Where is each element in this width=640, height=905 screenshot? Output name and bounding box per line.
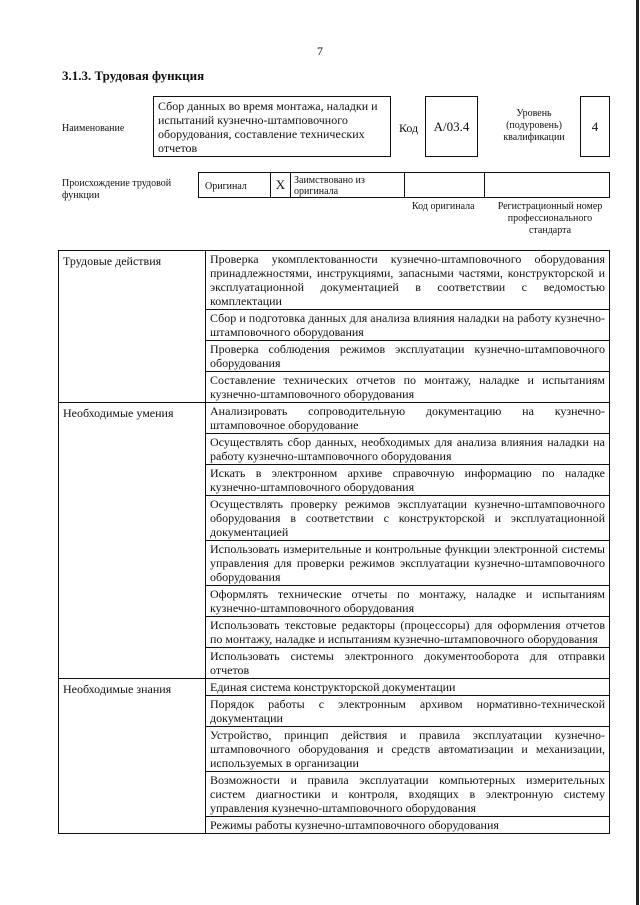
origin-row: [198, 172, 610, 198]
level-value-box: 4: [580, 96, 610, 157]
table-cell: Использовать измерительные и контрольные функции электронной системы управления для проверки режимов эксплуатации кузнечно-штамповочного оборудования: [206, 541, 610, 586]
page-edge-line: [636, 0, 639, 905]
section-title-knowledge: Необходимые знания: [59, 679, 206, 834]
reg-number-label: Регистрационный номер профессионального стандарта: [497, 201, 603, 236]
table-cell: Искать в электронном архиве справочную информацию по наладке кузнечно-штамповочного оборудования: [206, 465, 610, 496]
table-cell: Режимы работы кузнечно-штамповочного оборудования: [206, 817, 610, 834]
code-label: Код: [399, 121, 419, 135]
table-row: [59, 251, 610, 310]
table-cell: Использовать системы электронного документооборота для отправки отчетов: [206, 648, 610, 679]
table-cell: Оформлять технические отчеты по монтажу, наладке и испытаниям кузнечно-штамповочного оборудования: [206, 586, 610, 617]
table-cell: Составление технических отчетов по монтажу, наладке и испытаниям кузнечно-штамповочного оборудования: [206, 372, 610, 403]
function-table: [58, 250, 610, 834]
table-cell: Порядок работы с электронным архивом нормативно-технической документации: [206, 696, 610, 727]
table-cell: Анализировать сопроводительную документацию на кузнечно-штамповочное оборудование: [206, 403, 610, 434]
table-cell: Возможности и правила эксплуатации компьютерных измерительных систем диагностики и контроля, входящих в электронную систему управления кузнечно-штамповочного оборудования: [206, 772, 610, 817]
table-cell: Единая система конструкторской документации: [206, 679, 610, 696]
table-cell: Осуществлять сбор данных, необходимых для анализа влияния наладки на работу кузнечно-штамповочного оборудования: [206, 434, 610, 465]
name-label: Наименование: [62, 123, 125, 134]
origin-label: Происхождение трудовой функции: [62, 178, 172, 201]
page-number: 7: [317, 44, 323, 58]
table-cell: Устройство, принцип действия и правила эксплуатации кузнечно-штамповочного оборудования и средств автоматизации и механизации, используемых в организации: [206, 727, 610, 772]
table-cell: Проверка укомплектованности кузнечно-штамповочного оборудования принадлежностями, инструкциями, запасными частями, конструкторской и эксплуатационной документацией в соответствии с ведомостью комплектации: [206, 251, 610, 310]
table-cell: Проверка соблюдения режимов эксплуатации кузнечно-штамповочного оборудования: [206, 341, 610, 372]
table-cell: Сбор и подготовка данных для анализа влияния наладки на работу кузнечно-штамповочного оборудования: [206, 310, 610, 341]
origin-mark-cell: X: [271, 173, 291, 197]
origin-original-label: Оригинал: [205, 181, 247, 192]
table-row: [59, 679, 610, 696]
level-label: Уровень (подуровень) квалификации: [503, 108, 565, 143]
section-heading: 3.1.3. Трудовая функция: [62, 68, 205, 83]
table-cell: Осуществлять проверку режимов эксплуатации кузнечно-штамповочного оборудования в соответствии с конструкторской и эксплуатационной документацией: [206, 496, 610, 541]
table-cell: Использовать текстовые редакторы (процессоры) для оформления отчетов по монтажу, наладке и испытаниям кузнечно-штамповочного оборудования: [206, 617, 610, 648]
section-title-actions: Трудовые действия: [59, 251, 206, 403]
table-row: [59, 403, 610, 434]
function-name-box: Сбор данных во время монтажа, наладки и испытаний кузнечно-штамповочного оборудования, составление технических отчетов: [153, 96, 391, 157]
reg-number-cell: [485, 173, 609, 197]
origin-borrowed-cell: Заимствовано из оригинала: [291, 173, 405, 197]
code-value-box: A/03.4: [425, 96, 478, 157]
origin-original-cell: [199, 173, 271, 197]
original-code-label: Код оригинала: [412, 201, 475, 212]
section-title-skills: Необходимые умения: [59, 403, 206, 679]
original-code-cell: [405, 173, 485, 197]
